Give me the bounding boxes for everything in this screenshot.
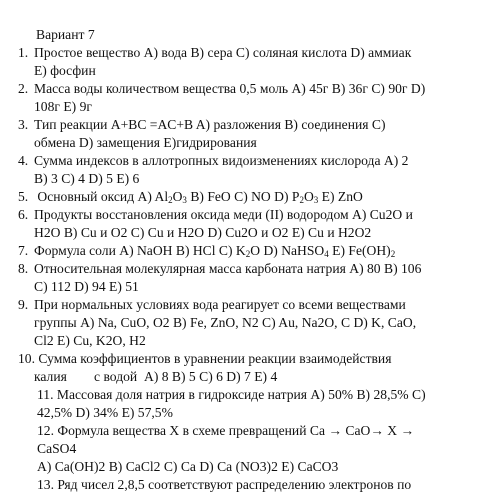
question-4-line-2: B) 3 C) 4 D) 5 E) 6 xyxy=(34,171,140,186)
question-5-text-c: B) FeO C) NO D) P xyxy=(186,189,300,204)
question-9-line-2: группы A) Na, CuO, O2 B) Fe, ZnO, N2 C) Au, Na2O, C D) K, CaO, xyxy=(34,315,417,330)
question-11-line-2: 42,5% D) 34% E) 57,5% xyxy=(37,405,173,420)
question-6-line-1 xyxy=(18,206,470,224)
question-5-sub-2: 3 xyxy=(182,195,187,205)
question-4-line-1 xyxy=(18,152,470,170)
question-4-number: 4. xyxy=(18,153,29,168)
question-6-number: 6. xyxy=(18,207,29,222)
question-7-text-c: E) Fe(OH) xyxy=(328,243,391,258)
question-5-text-a: Основный оксид A) Al xyxy=(34,189,169,204)
question-7-number: 7. xyxy=(18,243,29,258)
question-11-line-1: 11. Массовая доля натрия в гидроксиде натрия A) 50% B) 28,5% C) xyxy=(37,387,426,402)
question-7-sub-1: 2 xyxy=(245,249,251,259)
question-2-number: 2. xyxy=(18,81,29,96)
question-7-text-a: Формула соли A) NaOH B) HCl C) K xyxy=(34,243,246,258)
question-5-sub-1: 2 xyxy=(168,195,173,205)
question-9-line-3: Cl2 E) Cu, K2O, H2 xyxy=(34,333,146,348)
question-7-text-b: O D) NaHSO xyxy=(250,243,325,258)
question-8-text: Относительная молекулярная масса карбоната натрия A) 80 B) 106 xyxy=(34,261,422,276)
variant-title: Вариант 7 xyxy=(36,27,95,42)
question-2-line-2: 108г E) 9г xyxy=(34,99,92,114)
question-9-line-1 xyxy=(18,296,470,314)
question-12-line-3: A) Ca(OH)2 B) CaCl2 C) Ca D) Ca (NO3)2 E) CaCO3 xyxy=(37,459,339,474)
question-9-number: 9. xyxy=(18,297,29,312)
question-10-number: 10. xyxy=(18,351,35,366)
question-5-number: 5. xyxy=(18,189,29,204)
question-12-line-1: 12. Формула вещества X в схеме превращений Ca → CaO→ X → xyxy=(37,423,415,438)
question-10-line-2: калия с водой A) 8 B) 5 C) 6 D) 7 E) 4 xyxy=(34,369,278,384)
question-13-line-1: 13. Ряд чисел 2,8,5 соответствуют распределению электронов по xyxy=(37,477,412,492)
question-5-text-b: O xyxy=(172,189,183,204)
question-1-number: 1. xyxy=(18,45,29,60)
question-8-line-1 xyxy=(18,260,470,278)
question-1-text: Простое вещество A) вода B) сера C) соляная кислота D) аммиак xyxy=(34,45,412,60)
question-6-text: Продукты восстановления оксида меди (II) водородом A) Cu2O и xyxy=(34,207,413,222)
question-3-text: Тип реакции A+BC =AC+B A) разложения B) соединения C) xyxy=(34,117,386,132)
question-5-text-d: O xyxy=(303,189,314,204)
question-4-text: Сумма индексов в аллотропных видоизменениях кислорода A) 2 xyxy=(34,153,409,168)
question-5-sub-4: 3 xyxy=(313,195,319,205)
question-10-line-1 xyxy=(18,350,470,368)
question-3-line-1 xyxy=(18,116,470,134)
question-7-line-1 xyxy=(18,242,470,260)
question-12-line-2: CaSO4 xyxy=(37,441,77,456)
question-10-text: Сумма коэффициентов в уравнении реакции взаимодействия xyxy=(35,351,392,366)
question-1-line-2: E) фосфин xyxy=(34,63,96,78)
question-5-line-1 xyxy=(18,188,470,206)
question-2-text: Масса воды количеством вещества 0,5 моль A) 45г B) 36г C) 90г D) xyxy=(34,81,426,96)
question-7-sub-2: 4 xyxy=(324,249,329,259)
question-1-line-1 xyxy=(18,44,470,62)
question-5-sub-3: 2 xyxy=(299,195,304,205)
question-3-line-2: обмена D) замещения E)гидрирования xyxy=(34,135,257,150)
question-3-number: 3. xyxy=(18,117,29,132)
question-9-text: При нормальных условиях вода реагирует со всеми веществами xyxy=(34,297,406,312)
question-5-text-e: E) ZnO xyxy=(318,189,363,204)
question-8-number: 8. xyxy=(18,261,29,276)
question-8-line-2: C) 112 D) 94 E) 51 xyxy=(34,279,139,294)
question-7-sub-3: 2 xyxy=(390,249,396,259)
question-6-line-2: H2O B) Cu и O2 C) Cu и H2O D) Cu2O и O2 E) Cu и H2O2 xyxy=(34,225,372,240)
question-2-line-1 xyxy=(18,80,470,98)
